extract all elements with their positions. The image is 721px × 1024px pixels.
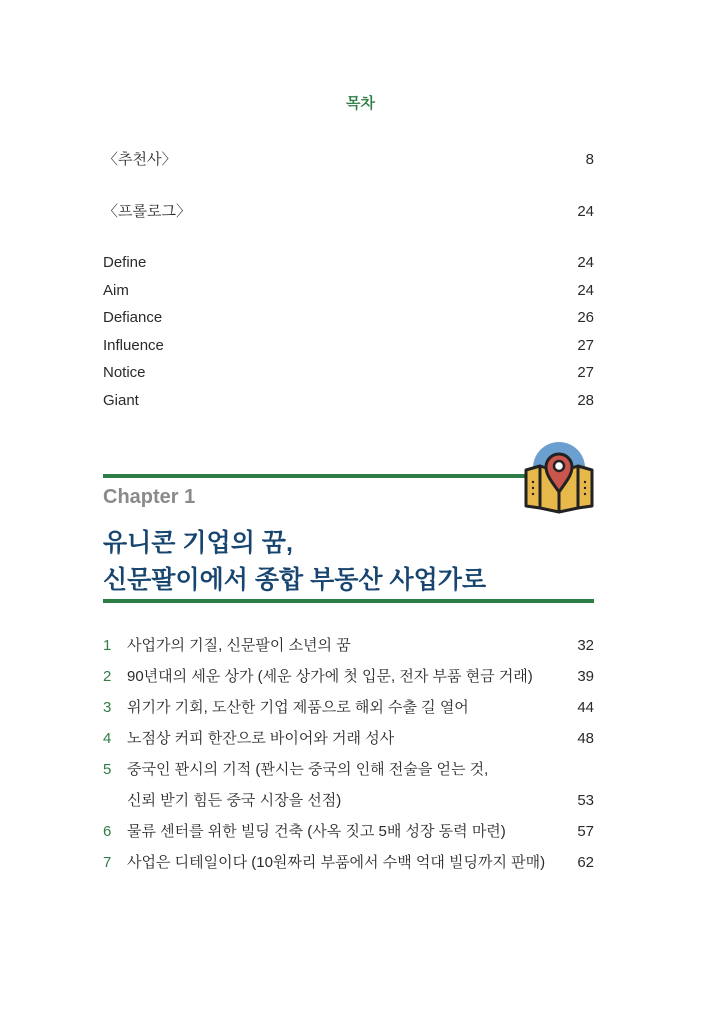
entry-label: 〈프롤로그〉: [103, 203, 191, 220]
chapter-entry-continued[interactable]: [103, 790, 594, 812]
entry-label-continued: 신뢰 받기 힘든 중국 시장을 선점): [127, 792, 342, 809]
chapter-entry[interactable]: [103, 635, 594, 657]
chapter-entry[interactable]: [103, 697, 594, 719]
toc-entry[interactable]: [103, 335, 594, 357]
entry-page: 24: [577, 282, 594, 299]
toc-entry[interactable]: [103, 390, 594, 412]
entry-label: Notice: [103, 364, 146, 381]
entry-label: 노점상 커피 한잔으로 바이어와 거래 성사: [127, 730, 395, 747]
map-pin-icon: [522, 442, 596, 514]
chapter-entry[interactable]: [103, 666, 594, 688]
chapter-entry[interactable]: [103, 728, 594, 750]
entry-number: 2: [103, 668, 112, 685]
entry-page: 28: [577, 392, 594, 409]
chapter-entry[interactable]: [103, 759, 594, 781]
toc-entry[interactable]: [103, 307, 594, 329]
entry-page: 27: [577, 364, 594, 381]
entry-label: Giant: [103, 392, 139, 409]
toc-entry-recommendation[interactable]: [103, 149, 594, 171]
entry-page: 57: [577, 823, 594, 840]
entry-label: 90년대의 세운 상가 (세운 상가에 첫 입문, 전자 부품 현금 거래): [127, 668, 533, 685]
entry-label: Defiance: [103, 309, 163, 326]
entry-label: 사업가의 기질, 신문팔이 소년의 꿈: [127, 637, 351, 654]
entry-number: 3: [103, 699, 112, 716]
entry-label: 〈추천사〉: [103, 151, 177, 168]
entry-label: 위기가 기회, 도산한 기업 제품으로 해외 수출 길 열어: [127, 699, 469, 716]
chapter-entry[interactable]: [103, 821, 594, 843]
entry-label: Influence: [103, 337, 164, 354]
entry-label: Aim: [103, 282, 129, 299]
entry-number: 1: [103, 637, 112, 654]
entry-page: 53: [577, 792, 594, 809]
entry-label: Define: [103, 254, 147, 271]
toc-entry-prologue[interactable]: [103, 201, 594, 223]
entry-number: 6: [103, 823, 112, 840]
entry-label: 중국인 꽌시의 기적 (꽌시는 중국의 인해 전술을 얻는 것,: [127, 761, 489, 778]
entry-page: 44: [577, 699, 594, 716]
entry-page: 62: [577, 854, 594, 871]
entry-page: 26: [577, 309, 594, 326]
entry-label: 물류 센터를 위한 빌딩 건축 (사옥 짓고 5배 성장 동력 마련): [127, 823, 506, 840]
entry-page: 39: [577, 668, 594, 685]
toc-title: 목차: [346, 95, 375, 112]
entry-number: 7: [103, 854, 112, 871]
toc-entry[interactable]: [103, 362, 594, 384]
toc-entry[interactable]: [103, 280, 594, 302]
toc-entry[interactable]: [103, 252, 594, 274]
chapter-title-line1: 유니콘 기업의 꿈,: [103, 529, 293, 557]
entry-page: 24: [577, 203, 594, 220]
entry-page: 32: [577, 637, 594, 654]
chapter-entry[interactable]: [103, 852, 594, 874]
entry-page: 8: [585, 151, 594, 168]
chapter-bottom-rule: [103, 599, 594, 603]
chapter-top-rule: [103, 474, 528, 478]
entry-page: 48: [577, 730, 594, 747]
entry-page: 24: [577, 254, 594, 271]
entry-page: 27: [577, 337, 594, 354]
entry-number: 4: [103, 730, 112, 747]
entry-label: 사업은 디테일이다 (10원짜리 부품에서 수백 억대 빌딩까지 판매): [127, 854, 546, 871]
entry-number: 5: [103, 761, 112, 778]
chapter-title-line2: 신문팔이에서 종합 부동산 사업가로: [103, 566, 487, 594]
chapter-label: Chapter 1: [103, 486, 196, 508]
